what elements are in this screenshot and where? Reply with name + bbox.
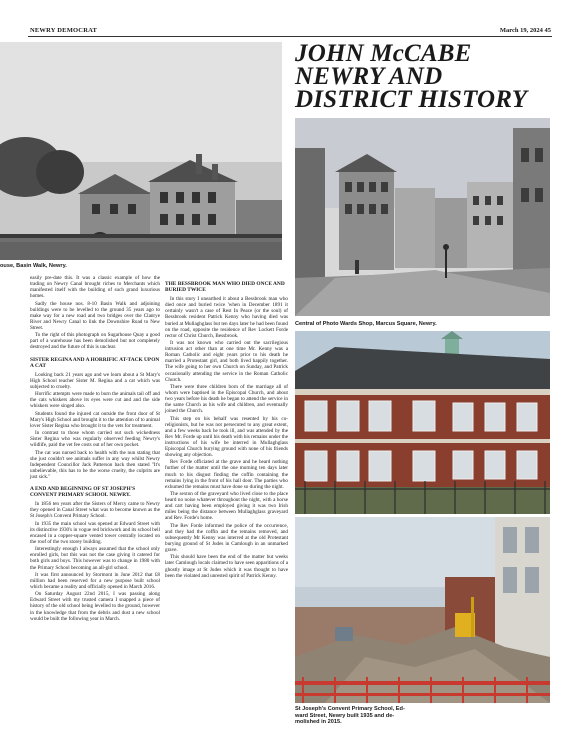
paragraph: This step on his behalf was resented by his co-religionists, but he was not persecuted to any great extent, and a few weeks back he took ill, and was attended by the Rev Mr. Forde up until his death with his remains under the instructions of his wife be interred in Mullaghglass Episcopal Church burying ground with none of his friends showing any objection. — [165, 415, 288, 459]
marcus-square-photo — [295, 118, 550, 316]
article-column-1 — [30, 275, 160, 623]
paragraph: It was first announced by Stormont in June 2012 that £8 million had been reserved for a new purpose built school which became a reality and officially opened in March 2016. — [30, 571, 160, 590]
school-demolition-caption-line-2: ward Street, Newry built 1935 and de- — [295, 712, 395, 719]
paper-name: NEWRY DEMOCRAT — [30, 27, 98, 34]
paragraph: In 1935 the main school was opened at Edward Street with its distinctive 1930's in vogue red brickwork and its school bell encased in a copper-square vented tower centrally located on the roof of the two storey building. — [30, 520, 160, 545]
paragraph: Students found the injured cat outside the front door of St Mary's High School and brought it to the attention of to animal lover Sister Regina who brought it to the vets for treatment. — [30, 410, 160, 429]
paragraph: Sadly the house nos. 8-10 Basin Walk and adjoining buildings were to be levelled to the ground 35 years ago to make way for a new road and two bridges over the Clanrye River and Newry Canal to link the Downshire Road to New Street. — [30, 300, 160, 331]
paragraph: Interestingly enough I always assumed that the school only enrolled girls, but this was not the case giving it catered for both girls and boys. This however was to change in 1980 with the Primary School becoming an all-girl school. — [30, 546, 160, 571]
marcus-square-caption: Central of Photo Wards Shop, Marcus Square, Newry. — [295, 321, 437, 327]
school-demolition-caption-line-1: St Joseph's Convent Primary School, Ed- — [295, 706, 405, 712]
paragraph: Looking back 21 years ago and we learn about a St Mary's High School teacher Sister M. Regina and a cat which was subjected to cruelty. — [30, 371, 160, 390]
paragraph: This should have been the end of the matter but weeks later Camlough locals claimed to have seen apparitions of a ghostly image at St Judes which it was thought to have been the violated and unrested spirit of Patrick Kenny. — [165, 554, 288, 579]
paragraph: The cat was nursed back to health with the nun stating that she just couldn't see animals suffer in any way whilst Newry Independent Councillor Jack Patterson back then stated "It's unbelievable, this has to be the worse cruelty, the culprits are just sick." — [30, 449, 160, 480]
section-heading-sister-regina: SISTER REGINA AND A HORRIFIC AT-TACK UPON A CAT — [30, 356, 160, 369]
paragraph: To the right of this photograph on Sugarhouse Quay a good part of a warehouse has been demolished but not completely destroyed and the future of this is unclear. — [30, 332, 160, 351]
paragraph: In 1856 ten years after the Sisters of Mercy came to Newry they opened in Canal Street what was to become known as the St Joseph's Convent Primary School. — [30, 501, 160, 520]
title-line-2: NEWRY AND — [295, 63, 443, 90]
paragraph: In this story I unearthed it about a Bessbrook man who died once and buried twice 'when in December 1891 it certainly wasn't a case of Rest In Peace (or the soul) of Bessbrook resident Patrick Kenny who having died was buried at Mullaghglass but ten days later he had been found on the road, opposite the residence of Rev Lockett Forde rector of Christ Church, Bessbrook. — [165, 296, 288, 339]
article-column-2 — [165, 275, 288, 580]
paragraph: Horrific attempts were made to burn the animals tail off and the cats whiskers above its eyes were cut and and the side whiskers were singed also. — [30, 391, 160, 410]
section-heading-bessbrook: THE BESSBROOK MAN WHO DIED ONCE AND BURIED TWICE — [165, 281, 285, 294]
paragraph: easily pre-date this. It was a classic example of how the trading on Newry Canal brought riches to Merchants which manifested itself with the building of such grand luxurious homes. — [30, 275, 160, 300]
title-line-1: JOHN McCABE — [295, 40, 472, 67]
title-line-3: DISTRICT HISTORY — [295, 86, 528, 113]
paragraph: There were three children born of the marriage all of whom were baptised in the Episcopal Church, and about two years before his death he began to attend the service in the same Church as his wife and children, and eventually joined the Church. — [165, 383, 288, 415]
issue-date-page: March 19, 2024 45 — [499, 27, 551, 34]
paragraph: In contrast to those whom carried out such wickedness Sister Regina who was regularly observed feeding Newry's wildlife, paid the vet fee costs out of her own pocket. — [30, 430, 160, 449]
basin-walk-caption: ouse, Basin Walk, Newry. — [0, 263, 67, 269]
school-demolition-photo — [295, 517, 550, 703]
masthead-rule — [28, 36, 552, 37]
paragraph: The Rev Forde informed the police of the occurrence, and they had the coffin and the remains removed, and subsequently Mr Kenny was interred at the old Protestant burying ground of St Judes in Camlough in an unmarked grave. — [165, 522, 288, 554]
school-demolition-caption-line-3: molished in 2015. — [295, 719, 342, 726]
paragraph: On Saturday August 22nd 2015, I was passing along Edward Street with my trusted camera I snapped a piece of history of the old school being levelled to the ground, however in the knowledge that from the debris and dust a new school would be built the following year in March. — [30, 591, 160, 622]
page-title — [295, 42, 557, 111]
school-building-photo — [295, 331, 550, 514]
paragraph: It was not known who carried out the sacrilegious intrusion act other than at one time Mr. Kenny was a Roman Catholic and eight years prior to his death he married a Protestant girl, and both lived happily together. The wife going to her own Church on Sunday, and Patrick occasionally attending the service in the Roman Catholic Church. — [165, 340, 288, 383]
section-heading-st-josephs: A END AND BEGINNING OF ST JOSEPH'S CONVENT PRIMARY SCHOOL NEWRY. — [30, 486, 136, 499]
paragraph: The sexton of the graveyard who lived close to the place heard no noise whatever throughout the night, with a horse and cart having been employed giving it was two Irish miles being the distance between Mullaghglass graveyard and Rev. Forde's home. — [165, 491, 288, 522]
school-demolition-caption — [295, 706, 550, 726]
paragraph: Rev Forde officiated at the grave and he heard nothing further of the matter until the one morning ten days later much to his disgust finding the coffin containing the remains lying in the front of his hall door. The parties who exhumed the remains must have done so during the night. — [165, 459, 288, 490]
basin-walk-photo — [0, 42, 282, 260]
masthead — [0, 0, 580, 34]
